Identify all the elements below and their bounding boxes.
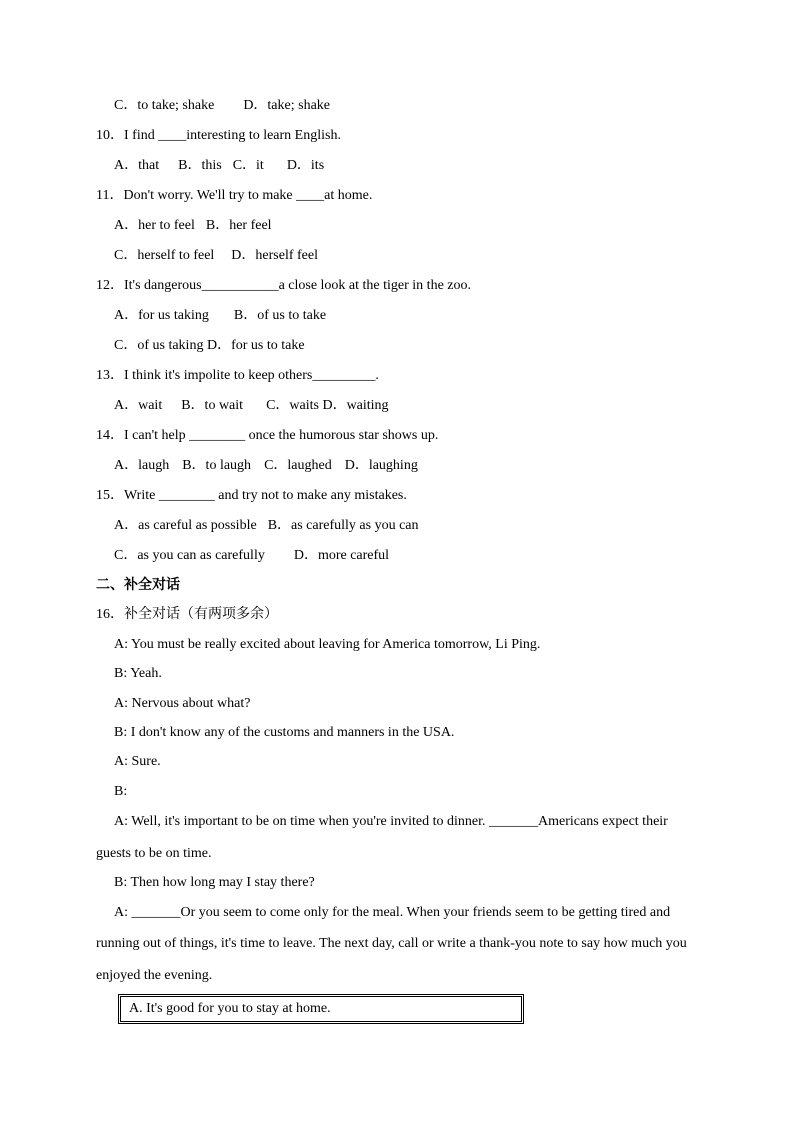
option-c: C．laughed — [264, 458, 332, 473]
option-c: C．it — [232, 158, 264, 173]
q11-options-ab — [114, 217, 272, 235]
dialogue-text: A: Well, it's important to be on time when you're invited to dinner. — [114, 814, 489, 829]
q15-options-cd — [114, 547, 389, 565]
option-a: A．laugh — [114, 458, 170, 473]
option-c: C．of us taking — [114, 338, 204, 353]
dialogue-line: B: Yeah. — [114, 666, 162, 681]
dialogue-text: A: — [114, 905, 132, 920]
answer-blank: ____ — [158, 128, 187, 143]
dialogue-line: B: Then how long may I stay there? — [114, 875, 315, 890]
option-d: D．laughing — [344, 458, 418, 473]
question-text: I think it's impolite to keep others_________. — [124, 368, 379, 383]
q13-options — [114, 397, 389, 415]
option-c: C．herself to feel — [114, 248, 215, 263]
question-number: 12． — [96, 278, 124, 293]
question-13 — [96, 367, 379, 385]
option-b: B．to laugh — [182, 458, 252, 473]
question-text: Write ________ and try not to make any mistakes. — [124, 488, 407, 503]
option-a: A．her to feel — [114, 218, 195, 233]
question-11 — [96, 187, 372, 205]
option-c: C．as you can as carefully — [114, 548, 265, 563]
dialogue-line-continued: guests to be on time. — [96, 846, 212, 861]
question-number: 16． — [96, 607, 124, 622]
question-text: a close look at the tiger in the zoo. — [278, 278, 472, 293]
option-d: D．its — [286, 158, 325, 173]
q12-options-ab — [114, 307, 326, 325]
question-number: 13． — [96, 368, 124, 383]
q15-options-ab — [114, 517, 419, 535]
q9-option-d: D．take; shake — [243, 98, 331, 113]
options-box — [118, 994, 524, 1024]
question-15 — [96, 487, 407, 505]
question-number: 10． — [96, 128, 124, 143]
dialogue-line: B: I don't know any of the customs and manners in the USA. — [114, 725, 455, 740]
question-title: 补全对话（有两项多余） — [124, 607, 278, 622]
option-b: B．her feel — [205, 218, 272, 233]
option-d: D．for us to take — [206, 338, 305, 353]
dialogue-line: A: Nervous about what? — [114, 696, 251, 711]
dialogue-line — [114, 813, 668, 831]
dialogue-text: Or you seem to come only for the meal. When your friends seem to be getting tired and — [180, 905, 671, 920]
option-c: C．waits — [266, 398, 319, 413]
section-heading: 二、补全对话 — [96, 578, 180, 593]
answer-blank: ____ — [296, 188, 325, 203]
q12-options-cd — [114, 337, 305, 355]
question-16 — [96, 606, 278, 624]
question-10 — [96, 127, 341, 145]
question-number: 11． — [96, 188, 124, 203]
question-number: 15． — [96, 488, 124, 503]
dialogue-line-continued: enjoyed the evening. — [96, 968, 213, 983]
option-b: B．of us to take — [233, 308, 327, 323]
option-b: B．to wait — [181, 398, 244, 413]
option-a: A．for us taking — [114, 308, 209, 323]
dialogue-line — [114, 904, 670, 922]
question-text: Don't worry. We'll try to make — [123, 188, 297, 203]
answer-blank: _______ — [131, 905, 181, 920]
q10-options — [114, 157, 324, 175]
question-number: 14． — [96, 428, 124, 443]
option-d: D．waiting — [322, 398, 389, 413]
dialogue-line-continued: running out of things, it's time to leave. The next day, call or write a thank-you note to say how much you — [96, 936, 687, 951]
q14-options — [114, 457, 418, 475]
question-14 — [96, 427, 438, 445]
question-text: I can't help ________ once the humorous star shows up. — [124, 428, 439, 443]
option-b: B．this — [178, 158, 222, 173]
question-text: It's dangerous — [124, 278, 202, 293]
question-text: at home. — [324, 188, 373, 203]
option-d: D．herself feel — [231, 248, 318, 263]
answer-blank: _______ — [489, 814, 538, 829]
dialogue-text: Americans expect their — [538, 814, 668, 829]
option-d: D．more careful — [293, 548, 390, 563]
q11-options-cd — [114, 247, 318, 265]
option-a: A．wait — [114, 398, 163, 413]
dialogue-line: A: You must be really excited about leaving for America tomorrow, Li Ping. — [114, 637, 541, 652]
q9-options-cd — [114, 97, 330, 115]
option-b: B．as carefully as you can — [267, 518, 419, 533]
dialogue-line: A: Sure. — [114, 754, 161, 769]
option-a: A．that — [114, 158, 160, 173]
option-a: A. It's good for you to stay at home. — [129, 1001, 331, 1016]
question-text: I find — [124, 128, 159, 143]
question-12 — [96, 277, 471, 295]
question-text: interesting to learn English. — [186, 128, 341, 143]
answer-blank: ___________ — [201, 278, 279, 293]
option-a: A．as careful as possible — [114, 518, 257, 533]
q9-option-c: C．to take; shake — [114, 98, 215, 113]
dialogue-line: B: — [114, 784, 128, 799]
